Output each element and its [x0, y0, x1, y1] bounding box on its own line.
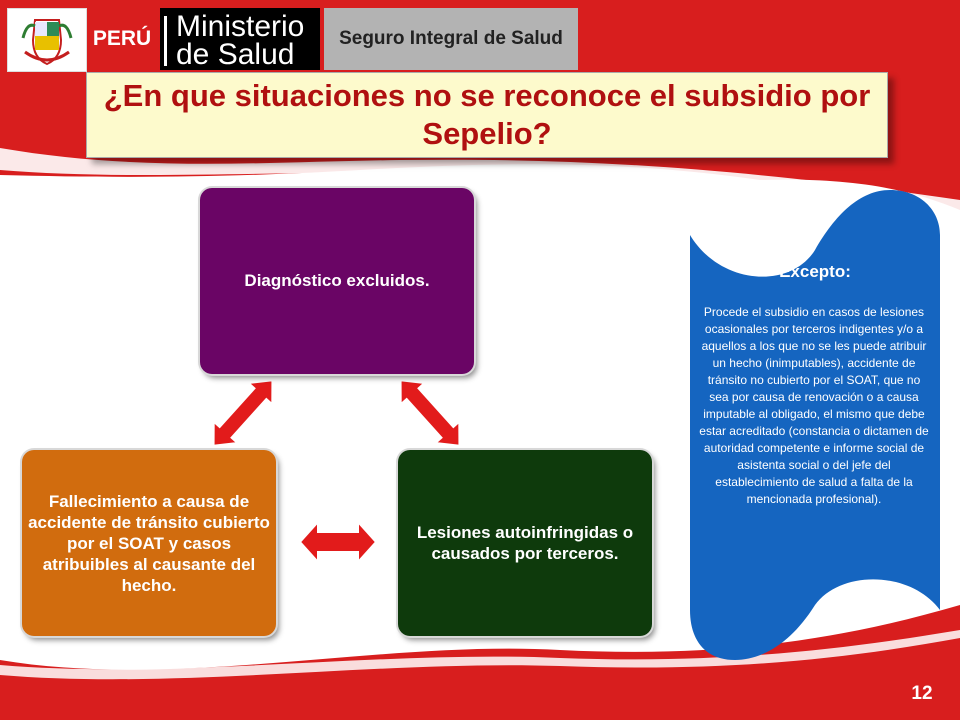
- ministerio-logo: [160, 8, 320, 70]
- coat-of-arms-logo: [7, 8, 87, 72]
- ministerio-line1: Ministerio: [176, 10, 305, 43]
- node-right-label: Lesiones autoinfringidas o causados por terceros.: [416, 523, 634, 563]
- slide-title: ¿En que situaciones no se reconoce el subsidio por Sepelio?: [103, 78, 871, 151]
- node-top-label: Diagnóstico excluidos.: [244, 271, 430, 290]
- page-number: 12: [900, 678, 944, 710]
- peru-label: PERÚ: [88, 8, 156, 70]
- node-fallecimiento: [22, 450, 276, 636]
- program-label: Seguro Integral de Salud: [324, 8, 578, 70]
- node-diagnostico-excluidos: [200, 188, 474, 374]
- ministerio-line2: de Salud: [176, 38, 295, 71]
- exception-body: Procede el subsidio en casos de lesiones ocasionales por terceros indigentes y/o a aquellos a los que no se les puede atribuir un hecho (inimputables), accidente de tránsito no cubierto por el SOAT, que no sea por causa de renovación o a causa imputable al obligado, el mismo que debe estar acreditado (constancia o dictamen de autoridad competente e informe social de asistenta social o del jefe del establecimiento de salud a falta de la mencionada profesional).: [699, 305, 929, 506]
- node-left-label: Fallecimiento a causa de accidente de tránsito cubierto por el SOAT y casos atribuibles al causante del hecho.: [28, 491, 270, 595]
- node-lesiones: [398, 450, 652, 636]
- title-box: [86, 72, 888, 158]
- exception-title: Excepto:: [779, 262, 851, 281]
- ministerio-bar: [164, 16, 167, 66]
- shield-icon: [17, 12, 77, 68]
